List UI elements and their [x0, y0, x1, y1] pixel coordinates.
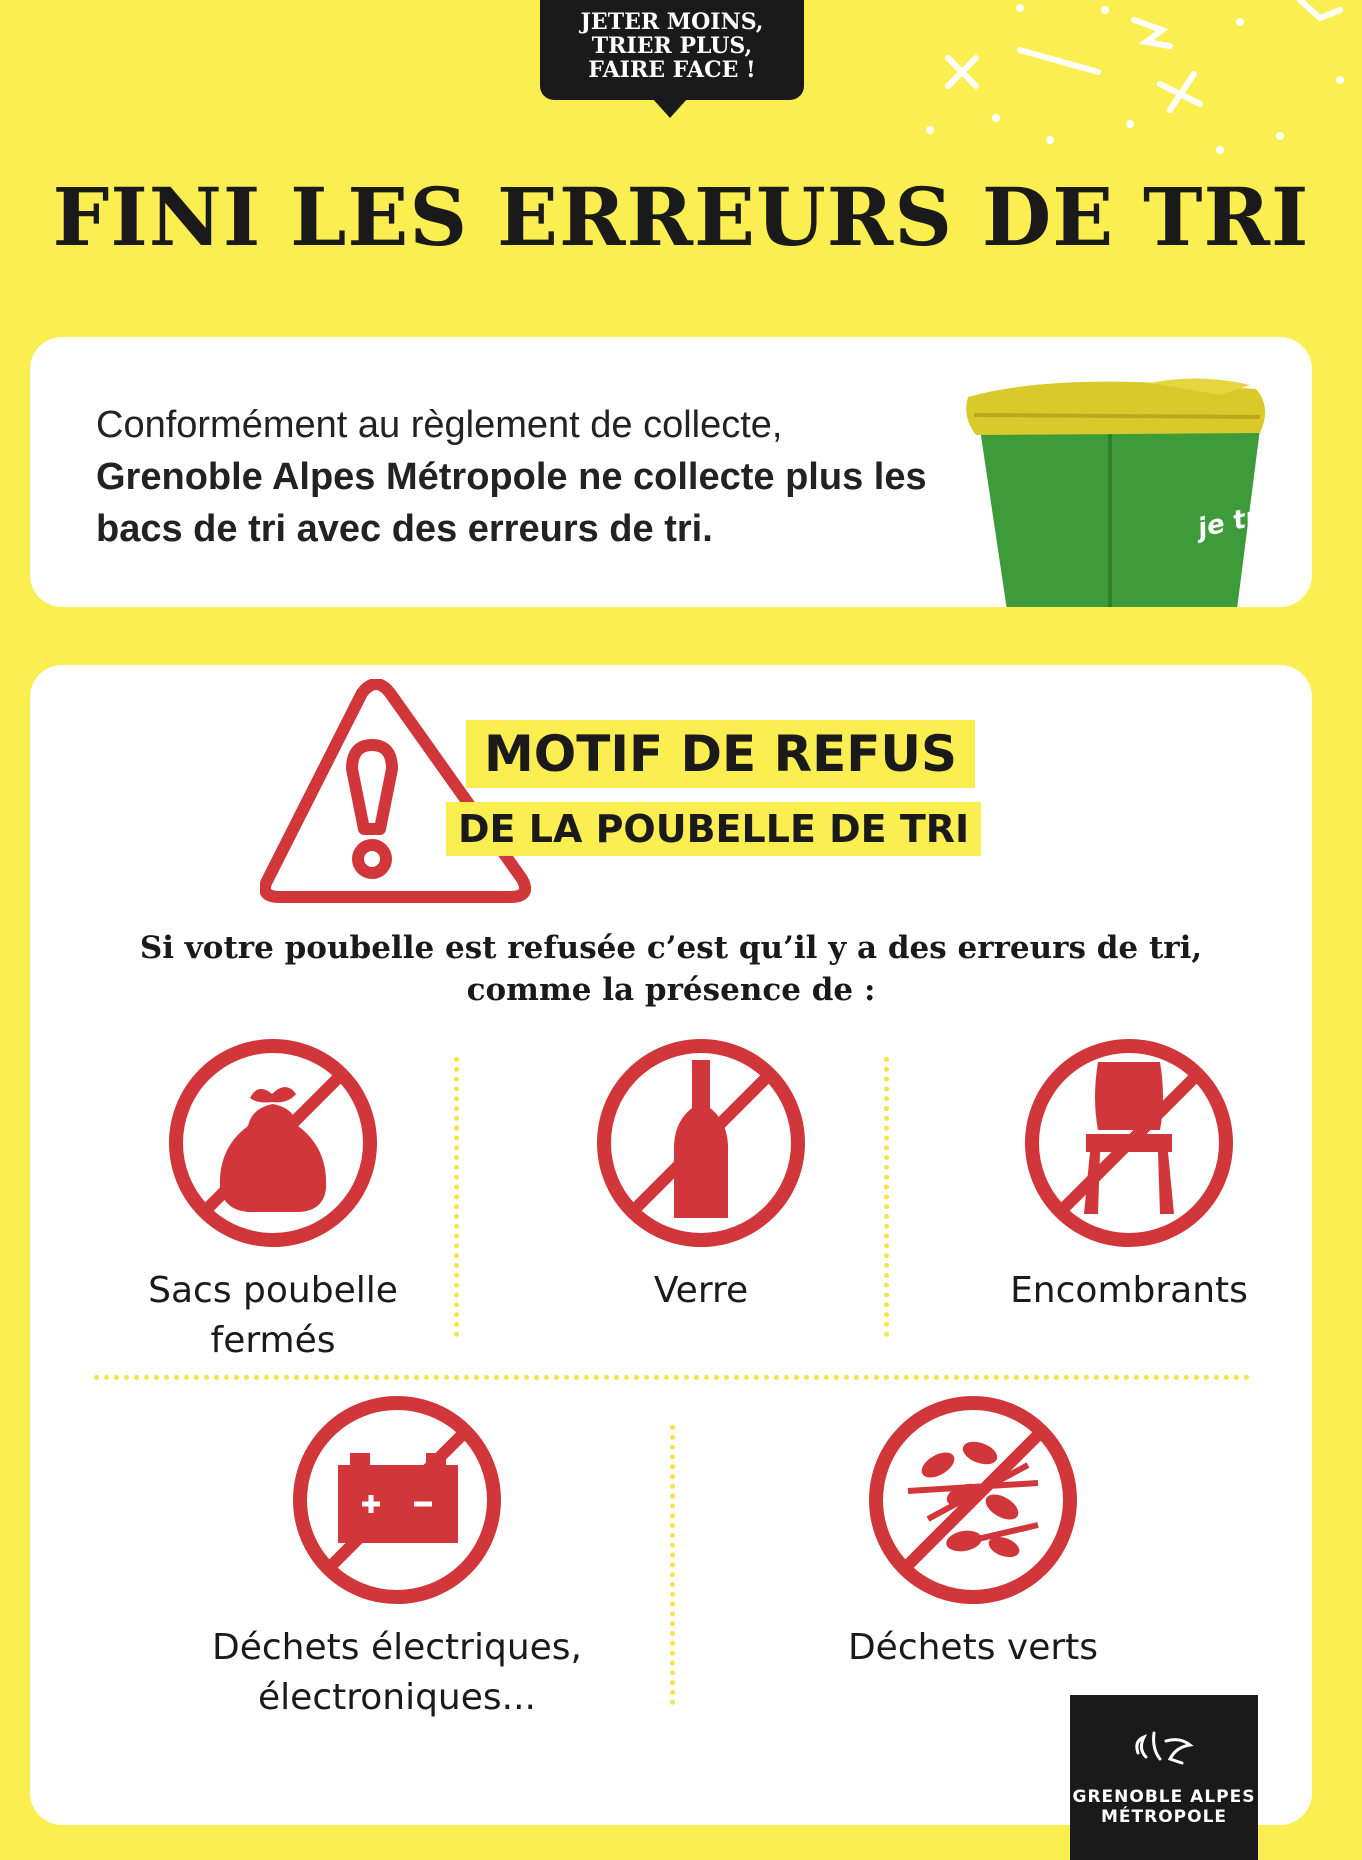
refusal-lead	[30, 927, 1312, 1011]
refusal-heading-1: MOTIF DE REFUS	[466, 720, 975, 788]
leaves-icon	[868, 1395, 1078, 1605]
refusal-lead-line2: comme la présence de :	[466, 972, 876, 1008]
info-text	[96, 399, 976, 555]
page-title: FINI LES ERREURS DE TRI	[52, 170, 1310, 264]
divider-vertical-1	[454, 1057, 459, 1337]
garbage-bag-icon	[168, 1038, 378, 1248]
electronic-label	[187, 1623, 607, 1723]
divider-vertical-3	[670, 1425, 675, 1705]
green-waste-label	[763, 1623, 1183, 1673]
refusal-item-bulky	[919, 1038, 1339, 1316]
bulky-label	[919, 1266, 1339, 1316]
garbage-bag-label-line2: fermés	[210, 1320, 336, 1361]
refusal-heading-2: DE LA POUBELLE DE TRI	[446, 802, 981, 856]
info-bold: Grenoble Alpes Métropole ne collecte plus les bacs de tri avec des erreurs de tri.	[96, 456, 927, 550]
bulky-label-line1: Encombrants	[1010, 1270, 1248, 1311]
info-line1: Conformément au règlement de collecte,	[96, 404, 783, 446]
metropole-logo-icon	[1124, 1723, 1204, 1773]
bottle-icon	[596, 1038, 806, 1248]
grenoble-alpes-logo	[1070, 1695, 1258, 1860]
battery-icon	[292, 1395, 502, 1605]
logo-line2: MÉTROPOLE	[1100, 1807, 1228, 1827]
refusal-card	[30, 665, 1312, 1825]
info-card	[30, 337, 1312, 607]
refusal-item-glass	[491, 1038, 911, 1316]
bin-label: je trie	[1195, 496, 1287, 544]
green-bin-image	[960, 377, 1290, 607]
slogan-text: JETER MOINS, TRIER PLUS, FAIRE FACE !	[580, 9, 764, 83]
logo-line1: GRENOBLE ALPES	[1072, 1787, 1256, 1807]
sparkles-decoration	[900, 0, 1362, 160]
refusal-lead-line1: Si votre poubelle est refusée c’est qu’il y a des erreurs de tri,	[139, 930, 1203, 966]
electronic-label-line2: électroniques...	[258, 1677, 536, 1718]
glass-label-line1: Verre	[653, 1270, 749, 1311]
refusal-item-electronic	[187, 1395, 607, 1723]
green-waste-label-line1: Déchets verts	[847, 1627, 1099, 1668]
glass-label	[491, 1266, 911, 1316]
refusal-item-garbage-bag	[63, 1038, 483, 1366]
chair-icon	[1024, 1038, 1234, 1248]
garbage-bag-label	[63, 1266, 483, 1366]
divider-vertical-2	[884, 1057, 889, 1337]
divider-horizontal	[94, 1375, 1250, 1380]
refusal-item-green-waste	[763, 1395, 1183, 1673]
slogan-badge	[540, 0, 804, 100]
garbage-bag-label-line1: Sacs poubelle	[148, 1270, 398, 1311]
warning-triangle-icon	[260, 679, 540, 909]
electronic-label-line1: Déchets électriques,	[212, 1627, 582, 1668]
